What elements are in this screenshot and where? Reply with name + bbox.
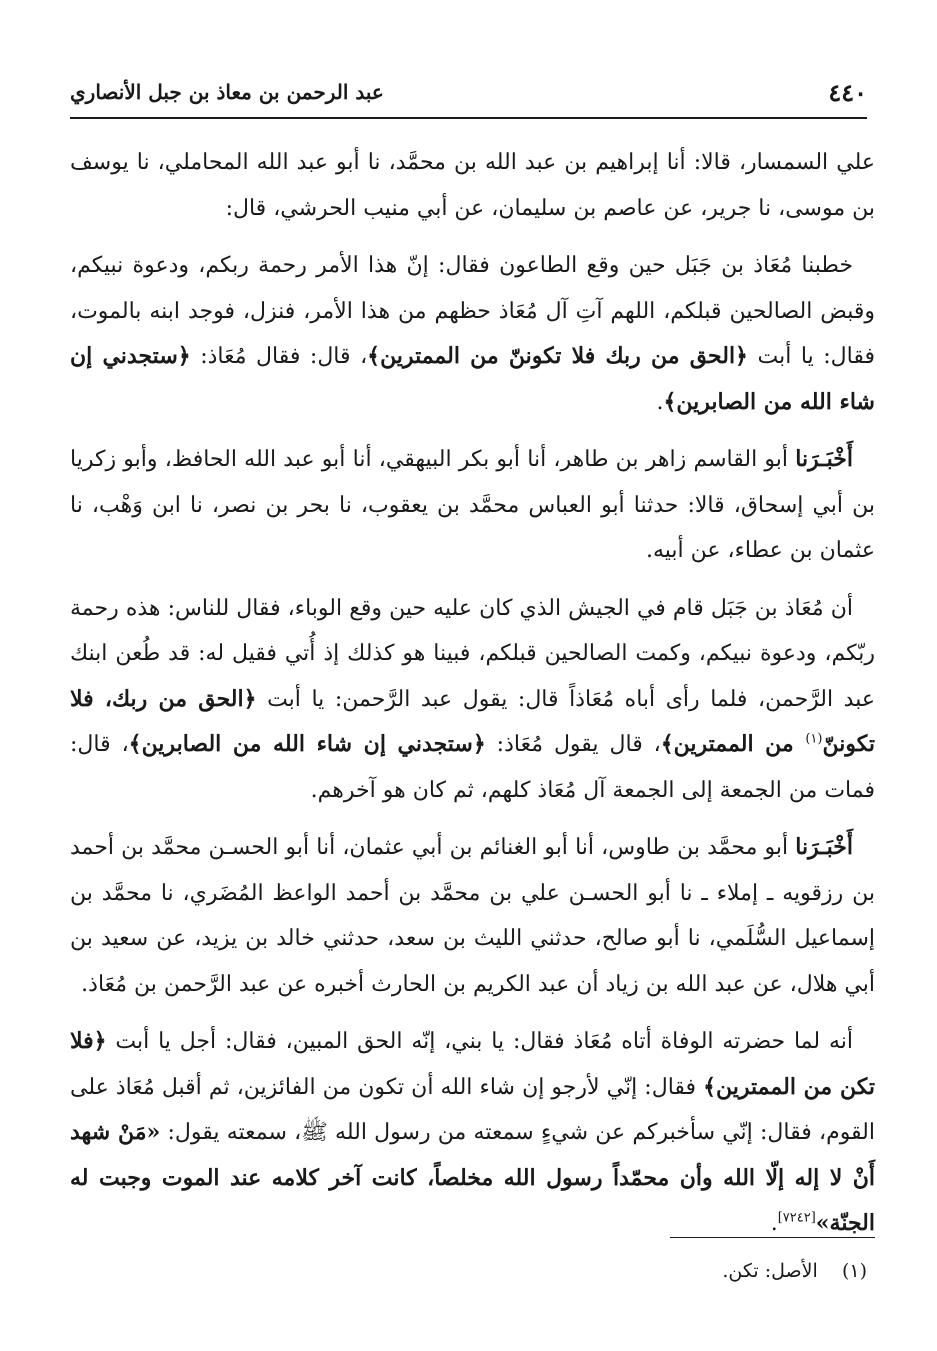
text-run: خطبنا مُعَاذ بن جَبَل حين وقع الطاعون فقال: إنّ هذا الأمر رحمة ربكم، ودعوة نبيكم، وقبض الصالحين قبلكم، اللهم آتِ آل مُعَاذ حظهم من هذا الأمر، فنزل، فوجد ابنه بالموت، فقال: يا أبت bbox=[70, 253, 875, 369]
footnote-divider bbox=[670, 1237, 875, 1238]
emphasized-text: ﴿الحق من ربك فلا تكوننّ من الممترين﴾ bbox=[367, 343, 748, 369]
page-header bbox=[70, 78, 867, 112]
reference-marker: (١) bbox=[805, 731, 823, 747]
emphasized-text: ﴿ستجدني إن شاء الله من الصابرين﴾ bbox=[70, 343, 875, 415]
text-run: أبو محمَّد بن طاوس، أنا أبو الغنائم بن أبي عثمان، أنا أبو الحسـن محمَّد بن أحمد بن رزقويه ـ إملاء ـ نا أبو الحسـن علي بن محمَّد بن أحمد الواعظ المُضَري، نا محمَّد بن إسماعيل السُّلَمي، نا أبو صالح، حدثني الليث بن سعد، حدثني خالد بن يزيد، عن سعيد بن أبي هلال، عن عبد الله بن زياد أن عبد الكريم بن الحارث أخبره عن عبد الرَّحمن بن مُعَاذ. bbox=[70, 835, 875, 997]
paragraph bbox=[70, 825, 875, 1007]
text-run: . bbox=[770, 1211, 778, 1236]
emphasized-text: أَخْبَـرَنا bbox=[795, 446, 853, 472]
reference-marker: [٧٢٤٢] bbox=[777, 1210, 816, 1226]
paragraph bbox=[70, 140, 875, 231]
text-run: ، قال يقول مُعَاذ: bbox=[485, 732, 661, 757]
text-run: أن مُعَاذ بن جَبَل قام في الجيش الذي كان عليه حين وقع الوباء، فقال للناس: هذه رحمة ربّكم، ودعوة نبيكم، وكمت الصالحين قبلكم، فبينا هو كذلك إذ أُتي فقيل له: قد طُعن ابنك عبد الرَّحمن، فلما رأى أباه مُعَاذاً قال: يقول عبد الرَّحمن: يا أبت bbox=[70, 595, 875, 712]
header-divider bbox=[70, 117, 867, 119]
text-run: أنه لما حضرته الوفاة أتاه مُعَاذ فقال: يا بني، إنّه الحق المبين، فقال: أجل يا أبت bbox=[106, 1029, 853, 1054]
emphasized-text: «مَنْ شهد أَنْ لا إله إلّا الله وأن محمّداً رسول الله مخلصاً، كانت آخر كلامه عند الموت وجبت له الجنّة» bbox=[70, 1119, 875, 1236]
footnote bbox=[722, 1260, 867, 1282]
emphasized-text: ﴿ستجدني إن شاء الله من الصابرين﴾ bbox=[128, 731, 486, 757]
running-title: عبد الرحمن بن معاذ بن جبل الأنصاري bbox=[70, 80, 384, 104]
text-run: أبو القاسم زاهر بن طاهر، أنا أبو بكر البيهقي، أنا أبو عبد الله الحافظ، وأبو زكريا بن أبي إسحاق، قالا: حدثنا أبو العباس محمَّد بن يعقوب، نا بحر بن نصر، نا ابن وَهْب، نا عثمان بن عطاء، عن أبيه. bbox=[70, 447, 875, 563]
footnote-marker: (١) bbox=[841, 1260, 867, 1282]
emphasized-text: ﴿فلا تكن من الممترين﴾ bbox=[70, 1028, 875, 1100]
text-run: علي السمسار، قالا: أنا إبراهيم بن عبد الله بن محمَّد، نا أبو عبد الله المحاملي، نا يوسف بن موسى، نا جرير، عن عاصم بن سليمان، عن أبي منيب الحرشي، قال: bbox=[70, 150, 875, 221]
text-run: ، قال: فقال مُعَاذ: bbox=[190, 344, 368, 369]
text-run: ، قال: فمات من الجمعة إلى الجمعة آل مُعَاذ كلهم، ثم كان هو آخرهم. bbox=[70, 732, 875, 803]
text-run: فقال: إنّي لأرجو إن شاء الله أن تكون من الفائزين، ثم أقبل مُعَاذ على القوم، فقال: إنّي سأخبركم عن شيءٍ سمعته من رسول الله ﷺ، سمعته يقول: bbox=[70, 1074, 875, 1145]
paragraph bbox=[70, 1019, 875, 1247]
paragraph bbox=[70, 243, 875, 425]
paragraph bbox=[70, 586, 875, 814]
page-number: ٤٤٠ bbox=[828, 78, 867, 107]
text-run: . bbox=[656, 389, 664, 415]
paragraph bbox=[70, 437, 875, 574]
main-text bbox=[70, 140, 875, 1259]
emphasized-text: ﴿الحق من ربك، فلا تكوننّ bbox=[70, 685, 875, 757]
footnote-text: الأصل: تكن. bbox=[722, 1260, 818, 1282]
emphasized-text: أَخْبَـرَنا bbox=[795, 834, 853, 860]
emphasized-text: من الممترين﴾ bbox=[660, 731, 806, 757]
